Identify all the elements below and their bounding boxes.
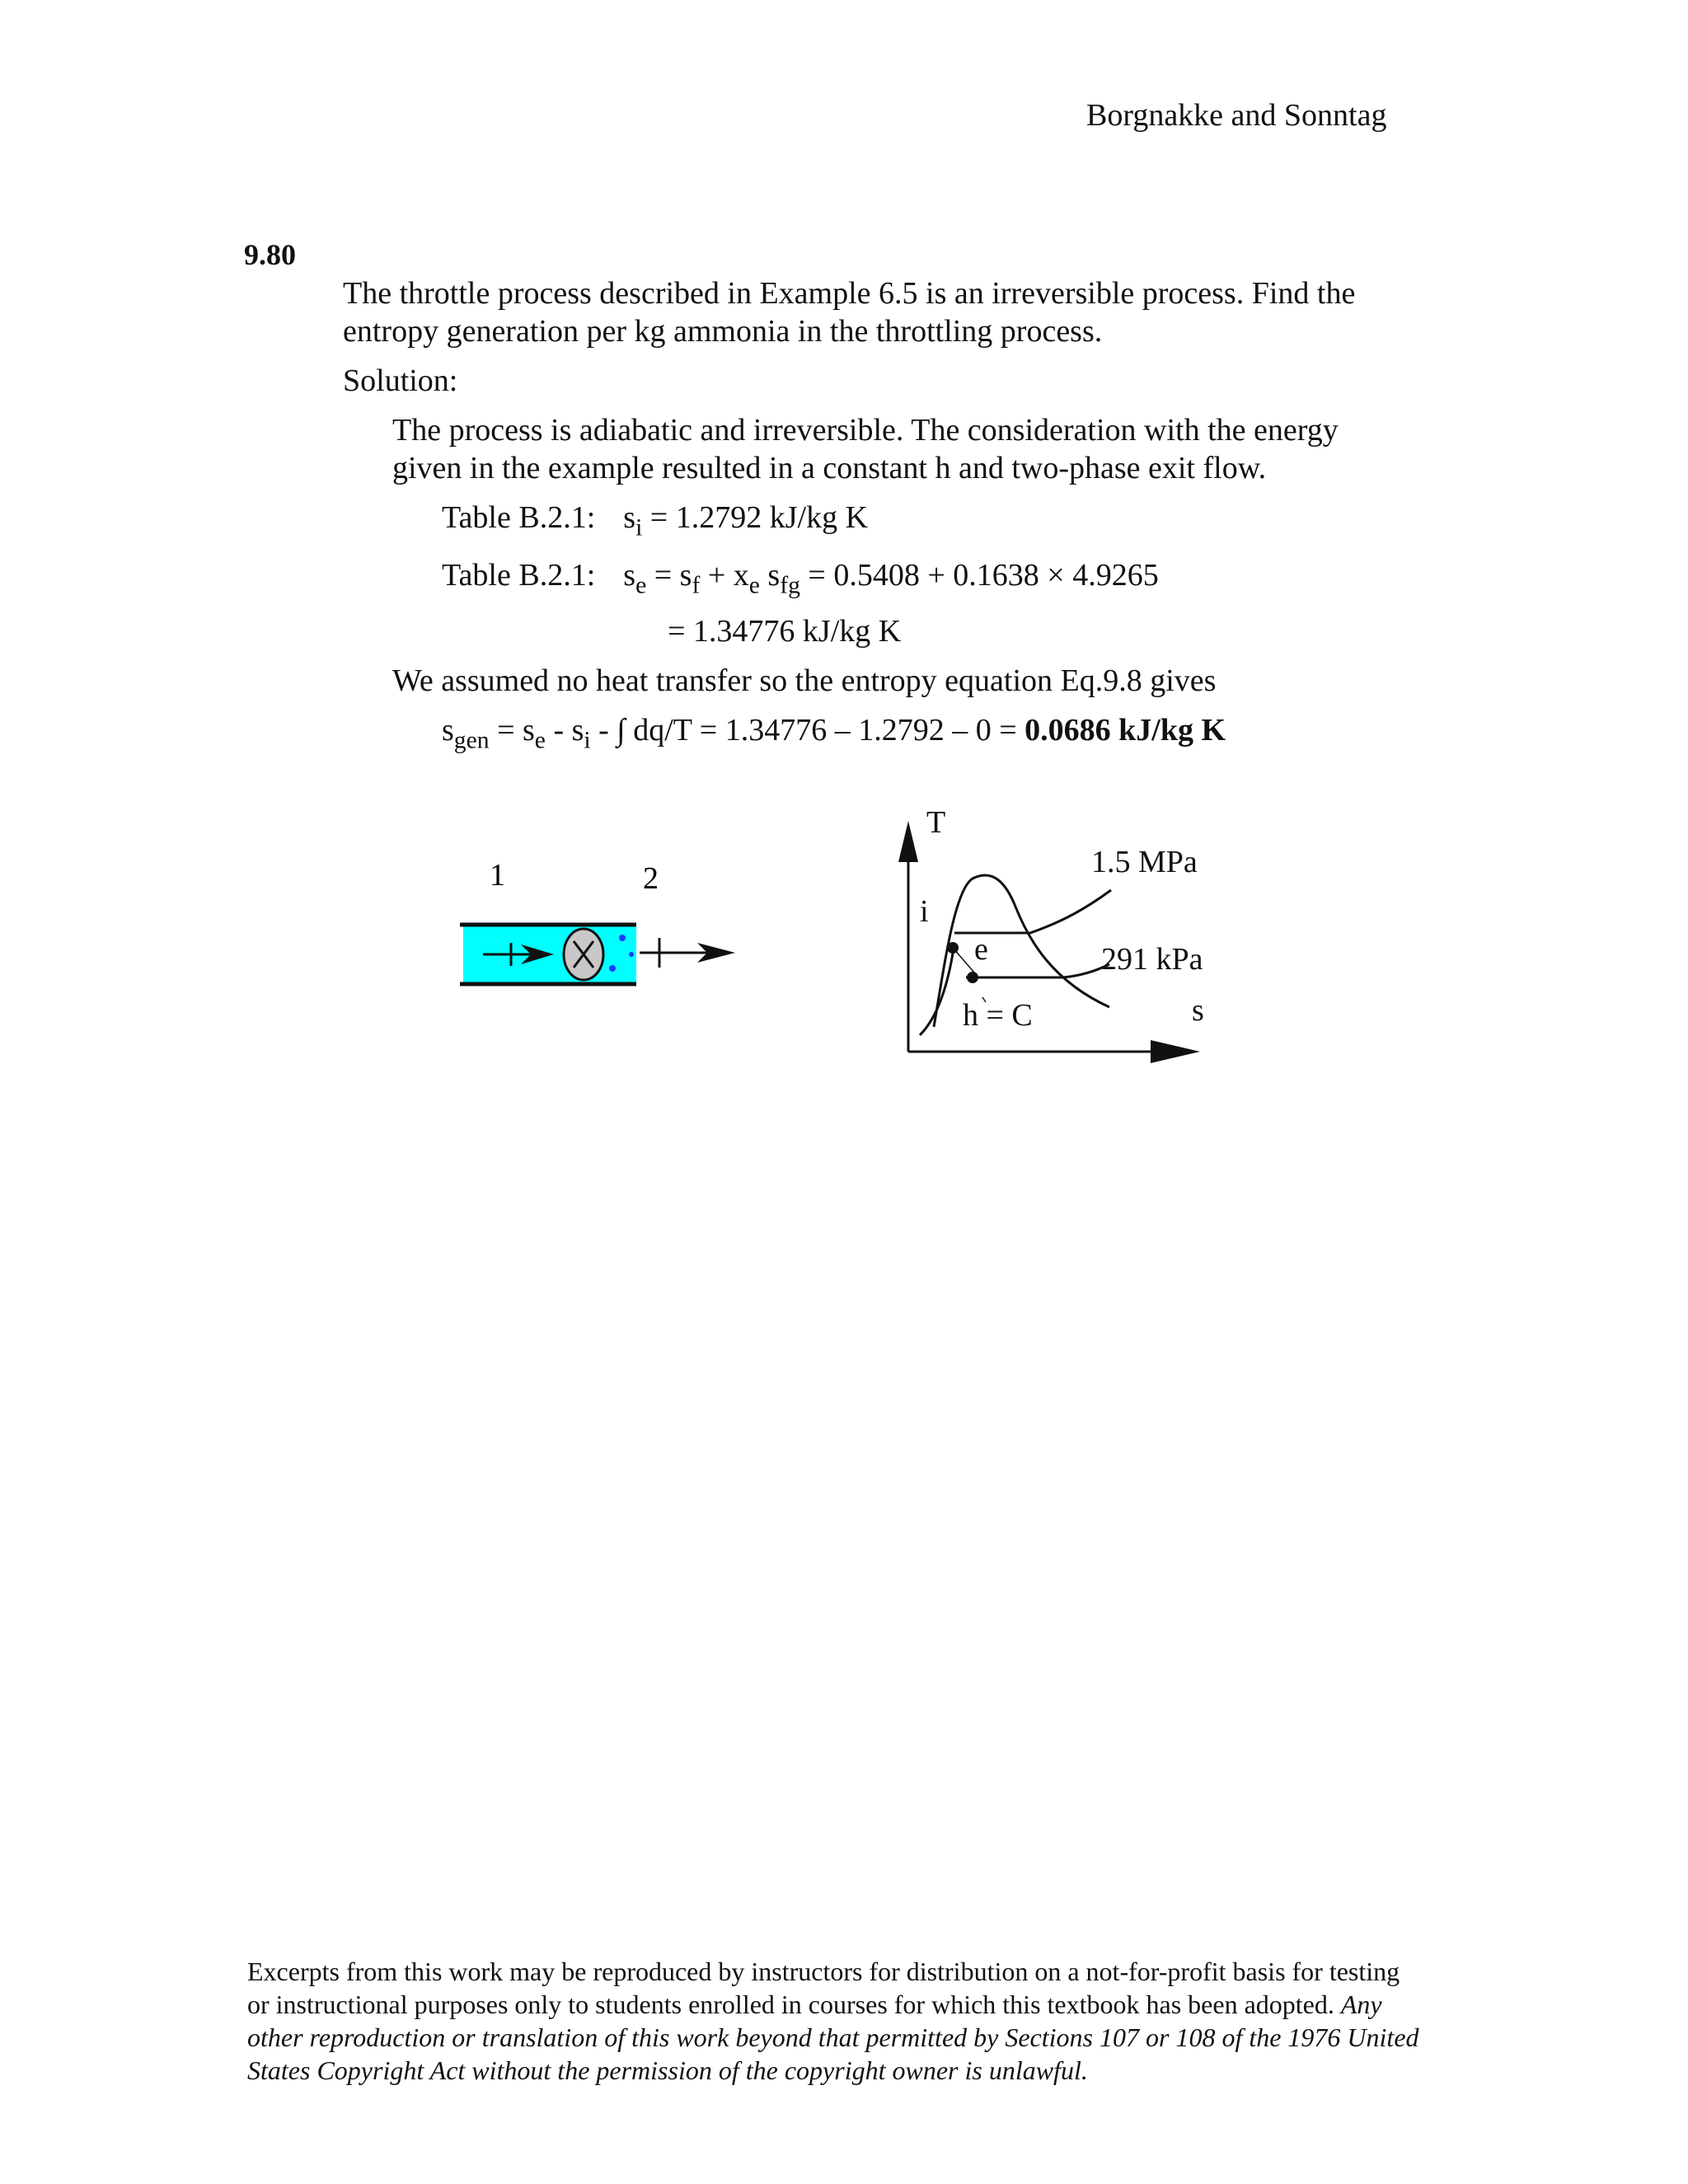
solution-label: Solution: (343, 363, 458, 398)
plus-sign: + (700, 558, 734, 593)
state-label-2: 2 (643, 861, 659, 896)
state-label-i: i (920, 894, 929, 929)
equation-se-value: = 0.5408 + 0.1638 × 4.9265 (799, 558, 1159, 593)
symbol-s: s (623, 558, 636, 593)
throttle-valve-figure (460, 858, 735, 984)
solution-paragraph-line-2: given in the example resulted in a constant h and two-phase exit flow. (392, 451, 1267, 485)
footer-italic-text: Any other reproduction or translation of this work beyond that permitted by Sections 107 or 108 of the 1976 United States Copyright Act without the permission of the copyright owner is unlawful. (247, 1990, 1419, 2085)
entropy-paragraph: We assumed no heat transfer so the entropy equation Eq.9.8 gives (392, 663, 1217, 698)
solution-paragraph-line-1: The process is adiabatic and irreversible. The consideration with the energy (392, 413, 1339, 448)
symbol-s: s (442, 713, 454, 748)
droplet (609, 965, 616, 972)
subscript-i: i (635, 514, 643, 541)
equation-se-result: = 1.34776 kJ/kg K (668, 614, 902, 649)
pressure-low-label: 291 kPa (1101, 942, 1203, 977)
copyright-footer (247, 1955, 1426, 2087)
problem-number: 9.80 (244, 238, 296, 271)
problem-statement-line-2: entropy generation per kg ammonia in the throttling process. (343, 314, 1103, 349)
subscript-fg: fg (780, 572, 800, 599)
problem-statement-line-1: The throttle process described in Example 6.5 is an irreversible process. Find the (343, 276, 1356, 311)
isobar-high (954, 890, 1111, 933)
state-label-1: 1 (490, 858, 505, 893)
symbol-s: s (679, 558, 692, 593)
subscript-f: f (692, 572, 701, 599)
s-axis-label: s (1192, 993, 1204, 1028)
subscript-e: e (534, 727, 546, 754)
s-axis-arrow (1151, 1040, 1200, 1063)
subscript-i: i (584, 727, 591, 754)
table-reference: Table B.2.1: (442, 500, 596, 535)
page-header-authors: Borgnakke and Sonntag (1086, 98, 1387, 133)
symbol-x: x (733, 558, 749, 593)
equals-s: = s (489, 713, 535, 748)
state-label-e: e (974, 932, 988, 967)
subscript-gen: gen (453, 727, 490, 754)
equation-sgen-tail: - ∫ dq/T = 1.34776 – 1.2792 – 0 = (590, 713, 1025, 748)
constant-h-label: h = C (963, 998, 1033, 1033)
t-axis-arrow (898, 821, 918, 862)
t-axis-label: T (926, 805, 946, 840)
minus-s: - s (545, 713, 584, 748)
subscript-e: e (635, 572, 647, 599)
subscript-e: e (748, 572, 760, 599)
symbol-s: s (767, 558, 781, 593)
droplet (629, 952, 634, 957)
table-reference: Table B.2.1: (442, 558, 596, 593)
state-point-i (947, 942, 959, 954)
droplet (619, 935, 626, 941)
footer-text: Excerpts from this work may be reproduced by instructors for distribution on a not-for-profit basis for testing or instructional purposes only to students enrolled in courses for which this textbook has been adopted. (247, 1957, 1400, 2019)
pressure-high-label: 1.5 MPa (1091, 845, 1198, 879)
symbol-s: s (623, 500, 636, 535)
sgen-result: 0.0686 kJ/kg K (1025, 713, 1226, 748)
equation-si-value: = 1.2792 kJ/kg K (642, 500, 869, 535)
equals-sign: = (646, 558, 680, 593)
state-point-e (967, 972, 978, 983)
liquid-line (920, 943, 954, 1035)
